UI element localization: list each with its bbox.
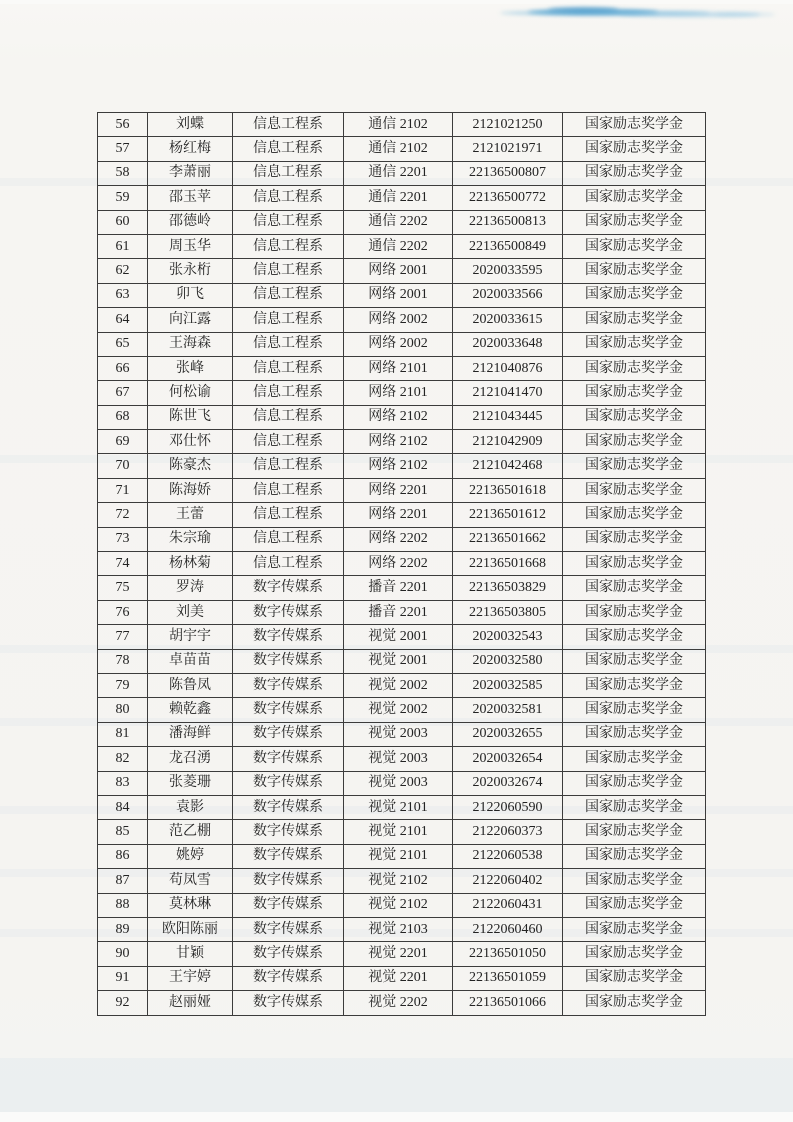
row-number-cell: 69 bbox=[98, 430, 148, 454]
student-name-cell: 赖乾鑫 bbox=[148, 698, 233, 722]
department-cell: 信息工程系 bbox=[233, 332, 344, 356]
scan-bottom-band bbox=[0, 1058, 793, 1112]
row-number-cell: 64 bbox=[98, 308, 148, 332]
student-name-cell: 杨林菊 bbox=[148, 552, 233, 576]
student-id-cell: 22136501618 bbox=[453, 478, 563, 502]
class-cell: 视觉 2003 bbox=[344, 747, 453, 771]
award-name-cell: 国家励志奖学金 bbox=[563, 917, 706, 941]
student-id-cell: 22136501612 bbox=[453, 503, 563, 527]
table-row bbox=[98, 600, 706, 624]
student-name-cell: 陈豪杰 bbox=[148, 454, 233, 478]
department-cell: 信息工程系 bbox=[233, 186, 344, 210]
award-name-cell: 国家励志奖学金 bbox=[563, 527, 706, 551]
student-name-cell: 甘颖 bbox=[148, 942, 233, 966]
student-id-cell: 2121041470 bbox=[453, 381, 563, 405]
department-cell: 数字传媒系 bbox=[233, 698, 344, 722]
student-name-cell: 刘蝶 bbox=[148, 113, 233, 137]
award-name-cell: 国家励志奖学金 bbox=[563, 893, 706, 917]
row-number-cell: 87 bbox=[98, 869, 148, 893]
row-number-cell: 63 bbox=[98, 283, 148, 307]
award-name-cell: 国家励志奖学金 bbox=[563, 576, 706, 600]
department-cell: 信息工程系 bbox=[233, 210, 344, 234]
row-number-cell: 62 bbox=[98, 259, 148, 283]
student-name-cell: 张峰 bbox=[148, 356, 233, 380]
student-id-cell: 22136503805 bbox=[453, 600, 563, 624]
department-cell: 信息工程系 bbox=[233, 552, 344, 576]
award-name-cell: 国家励志奖学金 bbox=[563, 210, 706, 234]
award-name-cell: 国家励志奖学金 bbox=[563, 478, 706, 502]
student-name-cell: 张菱珊 bbox=[148, 771, 233, 795]
scholarship-roster-table bbox=[97, 112, 706, 1016]
class-cell: 通信 2201 bbox=[344, 161, 453, 185]
student-id-cell: 2122060590 bbox=[453, 795, 563, 819]
student-id-cell: 2020032674 bbox=[453, 771, 563, 795]
class-cell: 视觉 2102 bbox=[344, 869, 453, 893]
class-cell: 视觉 2201 bbox=[344, 966, 453, 990]
award-name-cell: 国家励志奖学金 bbox=[563, 234, 706, 258]
row-number-cell: 84 bbox=[98, 795, 148, 819]
department-cell: 数字传媒系 bbox=[233, 869, 344, 893]
department-cell: 信息工程系 bbox=[233, 259, 344, 283]
class-cell: 视觉 2202 bbox=[344, 991, 453, 1016]
row-number-cell: 74 bbox=[98, 552, 148, 576]
award-name-cell: 国家励志奖学金 bbox=[563, 356, 706, 380]
row-number-cell: 59 bbox=[98, 186, 148, 210]
table-row bbox=[98, 527, 706, 551]
award-name-cell: 国家励志奖学金 bbox=[563, 503, 706, 527]
row-number-cell: 78 bbox=[98, 649, 148, 673]
award-name-cell: 国家励志奖学金 bbox=[563, 283, 706, 307]
class-cell: 视觉 2101 bbox=[344, 795, 453, 819]
student-id-cell: 2121021250 bbox=[453, 113, 563, 137]
department-cell: 信息工程系 bbox=[233, 234, 344, 258]
table-row bbox=[98, 844, 706, 868]
class-cell: 网络 2001 bbox=[344, 259, 453, 283]
table-row bbox=[98, 234, 706, 258]
class-cell: 网络 2202 bbox=[344, 552, 453, 576]
student-name-cell: 张永桁 bbox=[148, 259, 233, 283]
table-row bbox=[98, 649, 706, 673]
row-number-cell: 66 bbox=[98, 356, 148, 380]
row-number-cell: 86 bbox=[98, 844, 148, 868]
award-name-cell: 国家励志奖学金 bbox=[563, 381, 706, 405]
class-cell: 网络 2102 bbox=[344, 405, 453, 429]
student-name-cell: 苟凤雪 bbox=[148, 869, 233, 893]
student-name-cell: 陈世飞 bbox=[148, 405, 233, 429]
row-number-cell: 73 bbox=[98, 527, 148, 551]
class-cell: 视觉 2002 bbox=[344, 673, 453, 697]
student-id-cell: 22136501066 bbox=[453, 991, 563, 1016]
row-number-cell: 71 bbox=[98, 478, 148, 502]
student-name-cell: 卯飞 bbox=[148, 283, 233, 307]
department-cell: 信息工程系 bbox=[233, 381, 344, 405]
award-name-cell: 国家励志奖学金 bbox=[563, 454, 706, 478]
department-cell: 信息工程系 bbox=[233, 308, 344, 332]
student-id-cell: 2020033566 bbox=[453, 283, 563, 307]
student-name-cell: 邓仕怀 bbox=[148, 430, 233, 454]
class-cell: 通信 2102 bbox=[344, 137, 453, 161]
class-cell: 播音 2201 bbox=[344, 600, 453, 624]
table-row bbox=[98, 722, 706, 746]
table-row bbox=[98, 576, 706, 600]
student-id-cell: 2122060373 bbox=[453, 820, 563, 844]
table-row bbox=[98, 893, 706, 917]
award-name-cell: 国家励志奖学金 bbox=[563, 869, 706, 893]
award-name-cell: 国家励志奖学金 bbox=[563, 625, 706, 649]
student-name-cell: 李萧丽 bbox=[148, 161, 233, 185]
table-row bbox=[98, 795, 706, 819]
class-cell: 视觉 2001 bbox=[344, 625, 453, 649]
class-cell: 通信 2201 bbox=[344, 186, 453, 210]
department-cell: 数字传媒系 bbox=[233, 966, 344, 990]
class-cell: 视觉 2201 bbox=[344, 942, 453, 966]
department-cell: 信息工程系 bbox=[233, 283, 344, 307]
student-name-cell: 陈鲁凤 bbox=[148, 673, 233, 697]
row-number-cell: 57 bbox=[98, 137, 148, 161]
award-name-cell: 国家励志奖学金 bbox=[563, 844, 706, 868]
row-number-cell: 72 bbox=[98, 503, 148, 527]
student-id-cell: 2122060538 bbox=[453, 844, 563, 868]
department-cell: 信息工程系 bbox=[233, 405, 344, 429]
row-number-cell: 79 bbox=[98, 673, 148, 697]
award-name-cell: 国家励志奖学金 bbox=[563, 698, 706, 722]
class-cell: 网络 2002 bbox=[344, 308, 453, 332]
award-name-cell: 国家励志奖学金 bbox=[563, 113, 706, 137]
student-id-cell: 22136500849 bbox=[453, 234, 563, 258]
student-id-cell: 2020033615 bbox=[453, 308, 563, 332]
row-number-cell: 58 bbox=[98, 161, 148, 185]
row-number-cell: 56 bbox=[98, 113, 148, 137]
student-name-cell: 赵丽娅 bbox=[148, 991, 233, 1016]
department-cell: 信息工程系 bbox=[233, 478, 344, 502]
scan-top-edge bbox=[0, 0, 793, 4]
row-number-cell: 90 bbox=[98, 942, 148, 966]
award-name-cell: 国家励志奖学金 bbox=[563, 332, 706, 356]
table-row bbox=[98, 308, 706, 332]
class-cell: 通信 2202 bbox=[344, 234, 453, 258]
award-name-cell: 国家励志奖学金 bbox=[563, 820, 706, 844]
department-cell: 数字传媒系 bbox=[233, 722, 344, 746]
department-cell: 数字传媒系 bbox=[233, 942, 344, 966]
class-cell: 网络 2001 bbox=[344, 283, 453, 307]
student-id-cell: 2122060460 bbox=[453, 917, 563, 941]
table-row bbox=[98, 332, 706, 356]
row-number-cell: 89 bbox=[98, 917, 148, 941]
table-row bbox=[98, 991, 706, 1016]
student-name-cell: 潘海鲜 bbox=[148, 722, 233, 746]
row-number-cell: 76 bbox=[98, 600, 148, 624]
row-number-cell: 92 bbox=[98, 991, 148, 1016]
department-cell: 数字传媒系 bbox=[233, 844, 344, 868]
department-cell: 数字传媒系 bbox=[233, 991, 344, 1016]
row-number-cell: 67 bbox=[98, 381, 148, 405]
student-name-cell: 邵德岭 bbox=[148, 210, 233, 234]
student-name-cell: 杨红梅 bbox=[148, 137, 233, 161]
table-row bbox=[98, 186, 706, 210]
student-name-cell: 刘美 bbox=[148, 600, 233, 624]
class-cell: 视觉 2002 bbox=[344, 698, 453, 722]
table-row bbox=[98, 454, 706, 478]
ink-smudge-artifact bbox=[500, 4, 770, 24]
class-cell: 通信 2102 bbox=[344, 113, 453, 137]
class-cell: 网络 2201 bbox=[344, 503, 453, 527]
student-id-cell: 2020032580 bbox=[453, 649, 563, 673]
class-cell: 视觉 2103 bbox=[344, 917, 453, 941]
table-row bbox=[98, 869, 706, 893]
student-name-cell: 何松谕 bbox=[148, 381, 233, 405]
class-cell: 网络 2102 bbox=[344, 430, 453, 454]
student-name-cell: 罗涛 bbox=[148, 576, 233, 600]
student-id-cell: 2020032581 bbox=[453, 698, 563, 722]
table-row bbox=[98, 430, 706, 454]
award-name-cell: 国家励志奖学金 bbox=[563, 966, 706, 990]
student-name-cell: 周玉华 bbox=[148, 234, 233, 258]
student-name-cell: 王宇婷 bbox=[148, 966, 233, 990]
department-cell: 数字传媒系 bbox=[233, 893, 344, 917]
student-name-cell: 胡宇宇 bbox=[148, 625, 233, 649]
student-name-cell: 莫林琳 bbox=[148, 893, 233, 917]
student-id-cell: 2020032655 bbox=[453, 722, 563, 746]
department-cell: 数字传媒系 bbox=[233, 820, 344, 844]
row-number-cell: 70 bbox=[98, 454, 148, 478]
student-name-cell: 袁影 bbox=[148, 795, 233, 819]
table-row bbox=[98, 283, 706, 307]
row-number-cell: 85 bbox=[98, 820, 148, 844]
table-row bbox=[98, 478, 706, 502]
department-cell: 数字传媒系 bbox=[233, 747, 344, 771]
student-id-cell: 2121040876 bbox=[453, 356, 563, 380]
department-cell: 信息工程系 bbox=[233, 356, 344, 380]
class-cell: 网络 2101 bbox=[344, 356, 453, 380]
award-name-cell: 国家励志奖学金 bbox=[563, 673, 706, 697]
student-id-cell: 2121042909 bbox=[453, 430, 563, 454]
award-name-cell: 国家励志奖学金 bbox=[563, 600, 706, 624]
table-row bbox=[98, 552, 706, 576]
department-cell: 信息工程系 bbox=[233, 503, 344, 527]
table-row bbox=[98, 698, 706, 722]
award-name-cell: 国家励志奖学金 bbox=[563, 942, 706, 966]
table-row bbox=[98, 966, 706, 990]
student-name-cell: 邵玉苹 bbox=[148, 186, 233, 210]
student-id-cell: 22136503829 bbox=[453, 576, 563, 600]
department-cell: 信息工程系 bbox=[233, 161, 344, 185]
class-cell: 网络 2101 bbox=[344, 381, 453, 405]
student-id-cell: 2020033648 bbox=[453, 332, 563, 356]
award-name-cell: 国家励志奖学金 bbox=[563, 186, 706, 210]
class-cell: 网络 2002 bbox=[344, 332, 453, 356]
row-number-cell: 65 bbox=[98, 332, 148, 356]
student-id-cell: 2020032654 bbox=[453, 747, 563, 771]
award-name-cell: 国家励志奖学金 bbox=[563, 308, 706, 332]
row-number-cell: 91 bbox=[98, 966, 148, 990]
class-cell: 网络 2202 bbox=[344, 527, 453, 551]
student-name-cell: 范乙棚 bbox=[148, 820, 233, 844]
table-row bbox=[98, 113, 706, 137]
class-cell: 视觉 2102 bbox=[344, 893, 453, 917]
award-name-cell: 国家励志奖学金 bbox=[563, 991, 706, 1016]
student-name-cell: 王海森 bbox=[148, 332, 233, 356]
class-cell: 播音 2201 bbox=[344, 576, 453, 600]
student-name-cell: 向江露 bbox=[148, 308, 233, 332]
class-cell: 通信 2202 bbox=[344, 210, 453, 234]
award-name-cell: 国家励志奖学金 bbox=[563, 747, 706, 771]
row-number-cell: 81 bbox=[98, 722, 148, 746]
student-name-cell: 朱宗瑜 bbox=[148, 527, 233, 551]
table-row bbox=[98, 356, 706, 380]
department-cell: 信息工程系 bbox=[233, 430, 344, 454]
student-id-cell: 22136500772 bbox=[453, 186, 563, 210]
department-cell: 信息工程系 bbox=[233, 527, 344, 551]
award-name-cell: 国家励志奖学金 bbox=[563, 137, 706, 161]
table-row bbox=[98, 625, 706, 649]
table-row bbox=[98, 405, 706, 429]
department-cell: 数字传媒系 bbox=[233, 771, 344, 795]
award-name-cell: 国家励志奖学金 bbox=[563, 430, 706, 454]
table-row bbox=[98, 771, 706, 795]
department-cell: 数字传媒系 bbox=[233, 600, 344, 624]
award-name-cell: 国家励志奖学金 bbox=[563, 161, 706, 185]
student-name-cell: 卓苗苗 bbox=[148, 649, 233, 673]
student-id-cell: 22136501662 bbox=[453, 527, 563, 551]
table-row bbox=[98, 820, 706, 844]
table-row bbox=[98, 381, 706, 405]
award-name-cell: 国家励志奖学金 bbox=[563, 649, 706, 673]
student-id-cell: 22136501059 bbox=[453, 966, 563, 990]
scholarship-table-body bbox=[98, 113, 706, 1016]
award-name-cell: 国家励志奖学金 bbox=[563, 552, 706, 576]
student-id-cell: 22136501050 bbox=[453, 942, 563, 966]
class-cell: 网络 2201 bbox=[344, 478, 453, 502]
table-row bbox=[98, 942, 706, 966]
class-cell: 视觉 2001 bbox=[344, 649, 453, 673]
department-cell: 信息工程系 bbox=[233, 454, 344, 478]
student-name-cell: 欧阳陈丽 bbox=[148, 917, 233, 941]
department-cell: 信息工程系 bbox=[233, 137, 344, 161]
row-number-cell: 88 bbox=[98, 893, 148, 917]
row-number-cell: 61 bbox=[98, 234, 148, 258]
student-id-cell: 22136500813 bbox=[453, 210, 563, 234]
award-name-cell: 国家励志奖学金 bbox=[563, 405, 706, 429]
row-number-cell: 80 bbox=[98, 698, 148, 722]
student-id-cell: 22136500807 bbox=[453, 161, 563, 185]
award-name-cell: 国家励志奖学金 bbox=[563, 795, 706, 819]
row-number-cell: 82 bbox=[98, 747, 148, 771]
student-id-cell: 22136501668 bbox=[453, 552, 563, 576]
department-cell: 数字传媒系 bbox=[233, 917, 344, 941]
award-name-cell: 国家励志奖学金 bbox=[563, 259, 706, 283]
student-id-cell: 2020033595 bbox=[453, 259, 563, 283]
student-name-cell: 龙召湧 bbox=[148, 747, 233, 771]
student-id-cell: 2121042468 bbox=[453, 454, 563, 478]
department-cell: 数字传媒系 bbox=[233, 625, 344, 649]
student-id-cell: 2020032585 bbox=[453, 673, 563, 697]
table-row bbox=[98, 917, 706, 941]
table-row bbox=[98, 137, 706, 161]
department-cell: 数字传媒系 bbox=[233, 649, 344, 673]
department-cell: 数字传媒系 bbox=[233, 795, 344, 819]
student-name-cell: 王蕾 bbox=[148, 503, 233, 527]
award-name-cell: 国家励志奖学金 bbox=[563, 722, 706, 746]
row-number-cell: 77 bbox=[98, 625, 148, 649]
award-name-cell: 国家励志奖学金 bbox=[563, 771, 706, 795]
row-number-cell: 75 bbox=[98, 576, 148, 600]
student-name-cell: 姚婷 bbox=[148, 844, 233, 868]
class-cell: 视觉 2101 bbox=[344, 820, 453, 844]
student-id-cell: 2121021971 bbox=[453, 137, 563, 161]
department-cell: 数字传媒系 bbox=[233, 673, 344, 697]
row-number-cell: 68 bbox=[98, 405, 148, 429]
table-row bbox=[98, 503, 706, 527]
class-cell: 网络 2102 bbox=[344, 454, 453, 478]
class-cell: 视觉 2003 bbox=[344, 771, 453, 795]
row-number-cell: 60 bbox=[98, 210, 148, 234]
department-cell: 信息工程系 bbox=[233, 113, 344, 137]
table-row bbox=[98, 673, 706, 697]
table-row bbox=[98, 161, 706, 185]
table-row bbox=[98, 210, 706, 234]
class-cell: 视觉 2101 bbox=[344, 844, 453, 868]
table-row bbox=[98, 259, 706, 283]
student-id-cell: 2121043445 bbox=[453, 405, 563, 429]
department-cell: 数字传媒系 bbox=[233, 576, 344, 600]
student-id-cell: 2122060431 bbox=[453, 893, 563, 917]
student-id-cell: 2122060402 bbox=[453, 869, 563, 893]
row-number-cell: 83 bbox=[98, 771, 148, 795]
class-cell: 视觉 2003 bbox=[344, 722, 453, 746]
student-name-cell: 陈海娇 bbox=[148, 478, 233, 502]
student-id-cell: 2020032543 bbox=[453, 625, 563, 649]
scan-bottom-edge bbox=[0, 1112, 793, 1122]
table-row bbox=[98, 747, 706, 771]
